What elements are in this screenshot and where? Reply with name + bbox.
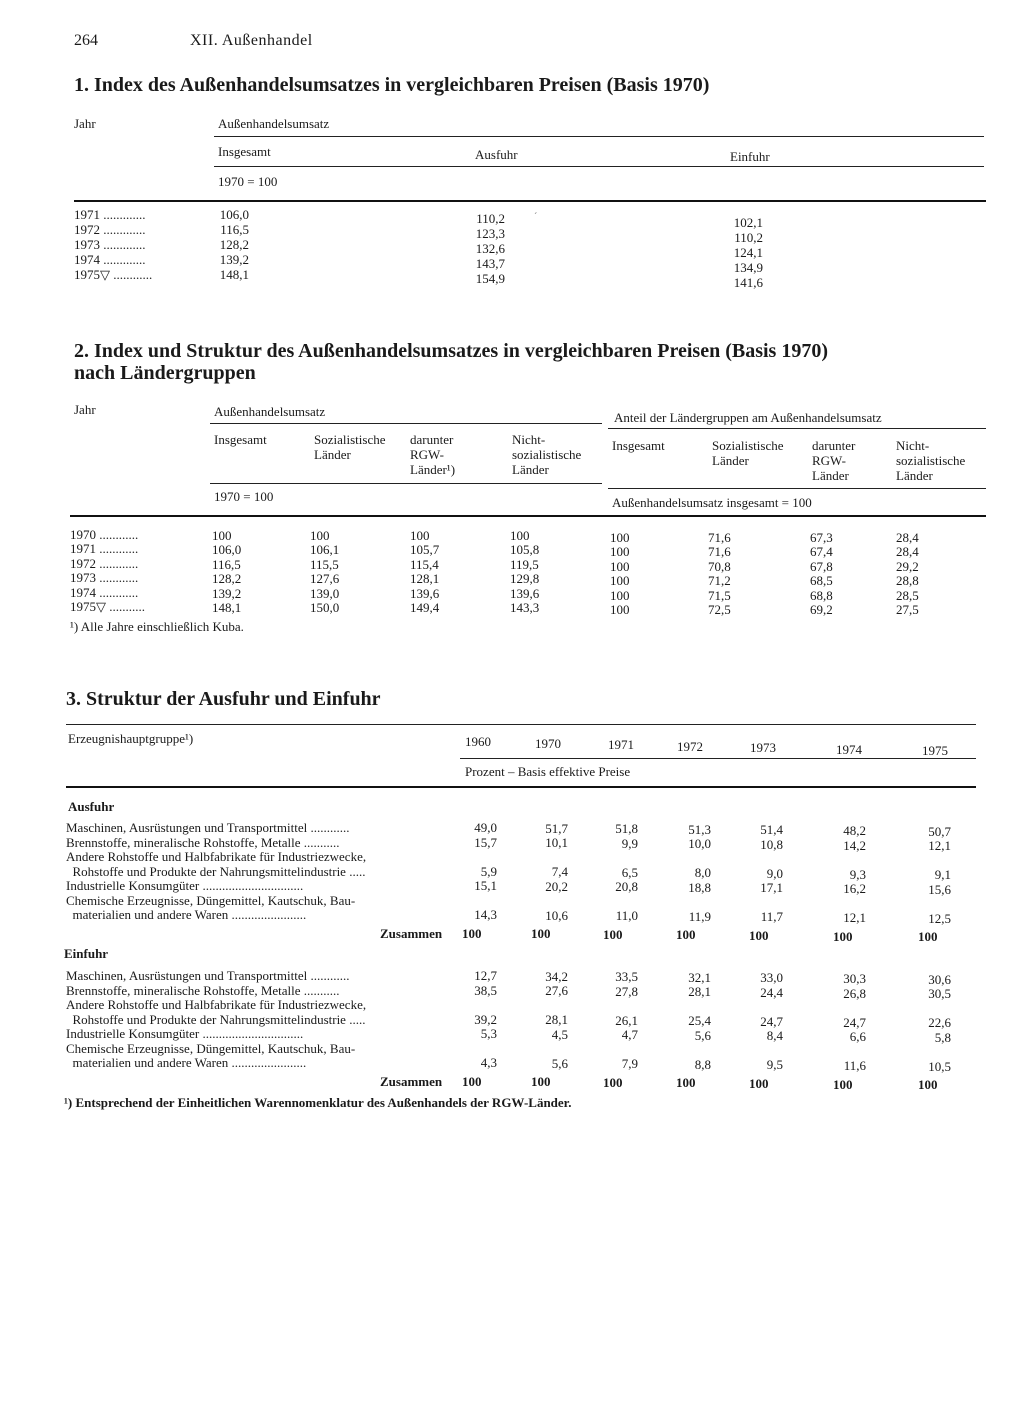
table3-value: 8,4	[766, 1028, 783, 1044]
table3-total-value: 100	[749, 927, 769, 943]
table3-value: 24,7	[760, 1013, 783, 1029]
table2-right-col-head: Insgesamt	[612, 438, 665, 453]
table3-value: 16,2	[843, 881, 866, 896]
table3-total-value: 100	[603, 926, 623, 942]
table3-value: 49,0	[474, 820, 497, 835]
table3-value: 12,5	[928, 910, 951, 926]
table2-value: 67,3	[810, 530, 833, 545]
table3-row-label: Rohstoffe und Produkte der Nahrungsmittelindustrie .....	[66, 863, 366, 879]
table3-footnote: ¹) Entsprechend der Einheitlichen Warennomenklatur des Außenhandels der RGW-Länder.	[64, 1095, 572, 1110]
table1-ausfuhr: 143,7	[475, 256, 505, 271]
table2-value: 71,2	[708, 573, 731, 589]
table1-insgesamt: 139,2	[219, 252, 249, 267]
table3-value: 51,3	[688, 821, 711, 837]
table3-year-head: 1960	[465, 734, 491, 749]
table2-left-col-head: Nicht- sozialistische Länder	[512, 432, 582, 477]
table2-year: 1971 ............	[70, 541, 139, 557]
table2-right-col-head: darunter RGW- Länder	[812, 438, 856, 483]
table3-year-head: 1974	[836, 741, 862, 757]
table2-value: 100	[610, 587, 630, 603]
table3-value: 32,1	[688, 969, 711, 985]
table3-value: 9,5	[766, 1057, 783, 1073]
table3-value: 5,3	[480, 1026, 497, 1041]
table3-value: 18,8	[688, 879, 711, 895]
table3-value: 34,2	[545, 968, 568, 984]
table3-total-value: 100	[749, 1075, 769, 1091]
table3-value: 14,3	[474, 907, 497, 922]
table3-value: 30,6	[928, 971, 951, 987]
table3-value: 24,7	[843, 1014, 866, 1030]
table3-value: 48,2	[843, 823, 866, 838]
table3-value: 30,5	[928, 986, 951, 1002]
table2-left-col-head: Sozialistische Länder	[314, 432, 386, 462]
table3-total-value: 100	[918, 1077, 938, 1093]
table2-group-left: Außenhandelsumsatz	[214, 404, 326, 419]
table3-value: 4,7	[621, 1027, 638, 1043]
table2-value: 128,2	[212, 571, 242, 587]
table3-total-value: 100	[462, 1073, 482, 1089]
table2-value: 28,4	[896, 530, 919, 545]
table3-value: 10,1	[545, 835, 568, 851]
table2-value: 128,1	[410, 571, 440, 587]
table1-insgesamt: 128,2	[219, 237, 249, 252]
table3-total-value: 100	[676, 927, 696, 943]
table2-value: 67,8	[810, 558, 833, 574]
table3-value: 15,1	[474, 878, 497, 893]
table2-value: 28,8	[896, 573, 919, 589]
table2-year: 1975▽ ...........	[70, 599, 145, 614]
table3-title: 3. Struktur der Ausfuhr und Einfuhr	[66, 688, 381, 710]
table3-value: 7,4	[551, 864, 568, 880]
table2-value: 139,0	[310, 585, 340, 601]
table3-value: 20,8	[615, 879, 638, 895]
table3-value: 22,6	[928, 1015, 951, 1031]
table3-value: 5,8	[934, 1029, 951, 1045]
table2-value: 100	[410, 528, 430, 543]
table2-year: 1970 ............	[70, 527, 139, 542]
table2-value: 68,8	[810, 587, 833, 603]
table1-einfuhr: 141,6	[733, 275, 763, 290]
table3-value: 5,6	[694, 1027, 711, 1043]
table3-value: 12,1	[843, 910, 866, 925]
table1-year: 1975▽ ............	[74, 267, 153, 282]
table3-total-value: 100	[531, 926, 551, 942]
table2-right-col-head: Sozialistische Länder	[712, 438, 784, 468]
table3-value: 24,4	[760, 984, 783, 1000]
table2-value: 29,2	[896, 558, 919, 574]
table3-value: 11,9	[688, 908, 711, 924]
table2-value: 150,0	[310, 600, 340, 615]
table2-value: 72,5	[708, 602, 731, 617]
table3-value: 5,9	[480, 863, 497, 879]
table3-year-head: 1975	[922, 743, 948, 758]
table2-value: 67,4	[810, 544, 833, 560]
chapter-title: XII. Außenhandel	[190, 32, 313, 49]
table2-unit-left: 1970 = 100	[214, 489, 274, 504]
table3-total-value: 100	[918, 929, 938, 945]
table2-rule-unit-left	[210, 483, 602, 484]
table3-value: 8,0	[694, 865, 711, 881]
table1-rule-2	[214, 166, 984, 167]
table2-rule-left	[210, 423, 602, 424]
table3-ausfuhr-label: Ausfuhr	[68, 799, 115, 814]
table3-value: 15,7	[474, 834, 497, 850]
table2-value: 100	[610, 544, 630, 560]
table3-value: 10,0	[688, 836, 711, 852]
table3-value: 6,5	[621, 864, 638, 880]
table3-value: 12,1	[928, 838, 951, 854]
table3-row-label: Andere Rohstoffe und Halbfabrikate für Industriezwecke,	[66, 997, 367, 1012]
table2-value: 127,6	[310, 571, 340, 587]
table3-total-value: 100	[676, 1075, 696, 1091]
table3-value: 51,8	[615, 821, 638, 837]
table3-row-label: Maschinen, Ausrüstungen und Transportmittel ............	[66, 968, 350, 983]
table3-col-group: Erzeugnishauptgruppe¹)	[68, 731, 194, 746]
table2-group-right: Anteil der Ländergruppen am Außenhandelsumsatz	[614, 410, 882, 425]
table3-year-head: 1972	[677, 738, 703, 754]
table3-value: 11,6	[843, 1058, 866, 1073]
table3-unit: Prozent – Basis effektive Preise	[465, 764, 631, 779]
table1-col-einfuhr: Einfuhr	[730, 149, 770, 164]
table2-right-col-head: Nicht- sozialistische Länder	[896, 438, 966, 483]
table3-total-value: 100	[531, 1074, 551, 1090]
table2-value: 69,2	[810, 602, 833, 617]
table2-left-col-head: Insgesamt	[214, 432, 267, 447]
table1-rule-3	[74, 200, 986, 202]
table2-value: 129,8	[510, 571, 540, 587]
table1-year: 1973 .............	[74, 237, 146, 252]
table3-year-head: 1971	[608, 737, 634, 752]
table2-value: 149,4	[410, 600, 440, 615]
table3-total-value: 100	[833, 928, 853, 944]
table3-value: 11,7	[760, 909, 783, 925]
table3-rule-years	[460, 758, 976, 759]
table3-value: 25,4	[688, 1013, 711, 1029]
print-mark: ˊ	[534, 212, 538, 223]
table3-row-label: Chemische Erzeugnisse, Düngemittel, Kautschuk, Bau-	[66, 892, 356, 908]
table1-col-group: Außenhandelsumsatz	[218, 116, 330, 131]
table1-col-ausfuhr: Ausfuhr	[475, 147, 518, 162]
table3-value: 11,0	[615, 908, 638, 924]
table2-value: 100	[310, 528, 330, 543]
table3-row-label: materialien und andere Waren .......................	[66, 1055, 307, 1070]
table2-value: 28,4	[896, 544, 919, 560]
table3-value: 39,2	[474, 1011, 497, 1027]
table3-row-label: materialien und andere Waren .......................	[66, 907, 307, 922]
table3-value: 51,7	[545, 820, 568, 836]
table2-value: 71,6	[708, 530, 731, 545]
table2-value: 115,5	[310, 556, 339, 572]
table3-value: 9,9	[621, 835, 638, 851]
table2-value: 139,6	[510, 585, 540, 601]
table1-einfuhr: 124,1	[733, 245, 763, 260]
table2-value: 105,8	[510, 542, 540, 558]
table2-left-col-head: darunter RGW- Länder¹)	[410, 432, 456, 477]
table2-footnote: ¹) Alle Jahre einschließlich Kuba.	[70, 619, 244, 634]
table3-rule-top	[66, 724, 976, 725]
table3-value: 5,6	[551, 1055, 568, 1071]
table2-value: 100	[610, 573, 630, 589]
table3-value: 7,9	[621, 1056, 638, 1072]
table2-value: 148,1	[212, 600, 242, 615]
table3-value: 9,1	[934, 867, 951, 883]
table3-value: 28,1	[688, 984, 711, 1000]
table3-row-label: Brennstoffe, mineralische Rohstoffe, Metalle ...........	[66, 982, 340, 998]
table1-unit: 1970 = 100	[218, 174, 278, 189]
table3-value: 14,2	[843, 837, 866, 853]
table2-value: 143,3	[510, 600, 540, 615]
table3-total-value: 100	[833, 1076, 853, 1092]
table2-value: 105,7	[410, 542, 440, 558]
table2-value: 116,5	[212, 556, 241, 572]
table2-value: 100	[610, 530, 630, 545]
table3-value: 51,4	[760, 822, 783, 838]
table3-row-label: Industrielle Konsumgüter ...............................	[66, 1026, 304, 1041]
table2-value: 115,4	[410, 556, 439, 572]
table1-ausfuhr: 154,9	[475, 271, 505, 286]
table3-value: 8,8	[694, 1056, 711, 1072]
table2-rule-bottom	[70, 515, 986, 517]
table1-ausfuhr: 132,6	[475, 241, 505, 256]
table1-insgesamt: 106,0	[219, 207, 249, 222]
table2-value: 71,6	[708, 544, 731, 560]
table3-value: 33,0	[760, 970, 783, 986]
table2-value: 139,2	[212, 585, 242, 601]
table3-row-label: Industrielle Konsumgüter ...............................	[66, 878, 304, 893]
table3-value: 12,7	[474, 968, 497, 983]
table3-row-label: Rohstoffe und Produkte der Nahrungsmittelindustrie .....	[66, 1011, 366, 1027]
table1-col-jahr: Jahr	[74, 116, 96, 131]
table3-year-head: 1973	[750, 740, 776, 755]
table2-unit-right: Außenhandelsumsatz insgesamt = 100	[612, 495, 812, 510]
table1-year: 1972 .............	[74, 222, 146, 237]
table3-value: 10,6	[545, 907, 568, 923]
table2-value: 100	[610, 602, 630, 617]
table3-value: 33,5	[615, 969, 638, 985]
table2-value: 100	[610, 558, 630, 574]
table2-year: 1974 ............	[70, 584, 139, 600]
table2-title-line2: nach Ländergruppen	[74, 362, 256, 384]
table3-value: 15,6	[928, 881, 951, 897]
table2-year: 1973 ............	[70, 570, 139, 586]
table1-insgesamt: 116,5	[220, 222, 249, 237]
table3-total-value: 100	[603, 1074, 623, 1090]
table3-zusammen-label: Zusammen	[380, 1073, 443, 1089]
table3-value: 4,5	[551, 1026, 568, 1042]
table2-value: 68,5	[810, 573, 833, 589]
table2-value: 100	[212, 528, 232, 543]
table3-value: 38,5	[474, 982, 497, 998]
table2-value: 100	[510, 528, 530, 543]
table2-col-jahr: Jahr	[74, 402, 96, 417]
table2-year: 1972 ............	[70, 555, 139, 571]
table3-value: 50,7	[928, 823, 951, 839]
table3-value: 30,3	[843, 971, 866, 986]
table1-year: 1971 .............	[74, 207, 146, 222]
table2-value: 28,5	[896, 587, 919, 603]
table3-rule-unit	[66, 786, 976, 788]
table3-value: 20,2	[545, 878, 568, 894]
table2-value: 106,0	[212, 542, 242, 558]
table3-value: 4,3	[480, 1055, 497, 1070]
table2-value: 27,5	[896, 602, 919, 617]
table2-value: 139,6	[410, 585, 440, 601]
table3-year-head: 1970	[535, 735, 561, 751]
table2-value: 119,5	[510, 556, 539, 572]
table3-value: 10,8	[760, 836, 783, 852]
table3-row-label: Chemische Erzeugnisse, Düngemittel, Kautschuk, Bau-	[66, 1040, 356, 1056]
table3-row-label: Maschinen, Ausrüstungen und Transportmittel ............	[66, 820, 350, 835]
table3-row-label: Andere Rohstoffe und Halbfabrikate für Industriezwecke,	[66, 849, 367, 864]
page-number: 264	[74, 32, 98, 49]
table1-title: 1. Index des Außenhandelsumsatzes in vergleichbaren Preisen (Basis 1970)	[74, 74, 710, 96]
table2-value: 71,5	[708, 587, 731, 603]
table1-einfuhr: 134,9	[733, 260, 763, 275]
table2-value: 106,1	[310, 542, 340, 558]
table3-value: 26,1	[615, 1012, 638, 1028]
table1-col-insgesamt: Insgesamt	[218, 144, 271, 159]
table3-value: 27,8	[615, 983, 638, 999]
table1-einfuhr: 102,1	[733, 215, 763, 230]
table1-einfuhr: 110,2	[734, 230, 763, 245]
table2-value: 70,8	[708, 558, 731, 574]
table3-value: 26,8	[843, 985, 866, 1001]
table3-value: 6,6	[849, 1029, 866, 1044]
table3-value: 28,1	[545, 1012, 568, 1028]
table3-value: 27,6	[545, 983, 568, 999]
table3-einfuhr-label: Einfuhr	[64, 946, 109, 961]
table3-row-label: Brennstoffe, mineralische Rohstoffe, Metalle ...........	[66, 834, 340, 850]
table3-zusammen-label: Zusammen	[380, 925, 443, 941]
table2-title-line1: 2. Index und Struktur des Außenhandelsumsatzes in vergleichbaren Preisen (Basis 1970)	[74, 340, 828, 362]
table3-total-value: 100	[462, 925, 482, 941]
table2-rule-right	[608, 428, 986, 429]
table1-year: 1974 .............	[74, 252, 146, 267]
table1-ausfuhr: 110,2	[476, 211, 505, 226]
table1-rule-1	[214, 136, 984, 137]
table3-value: 10,5	[928, 1058, 951, 1074]
table1-ausfuhr: 123,3	[475, 226, 505, 241]
table3-value: 17,1	[760, 880, 783, 896]
table3-value: 9,3	[849, 866, 866, 882]
table1-insgesamt: 148,1	[219, 267, 249, 282]
table3-value: 9,0	[766, 865, 783, 881]
table2-rule-unit-right	[608, 488, 986, 489]
